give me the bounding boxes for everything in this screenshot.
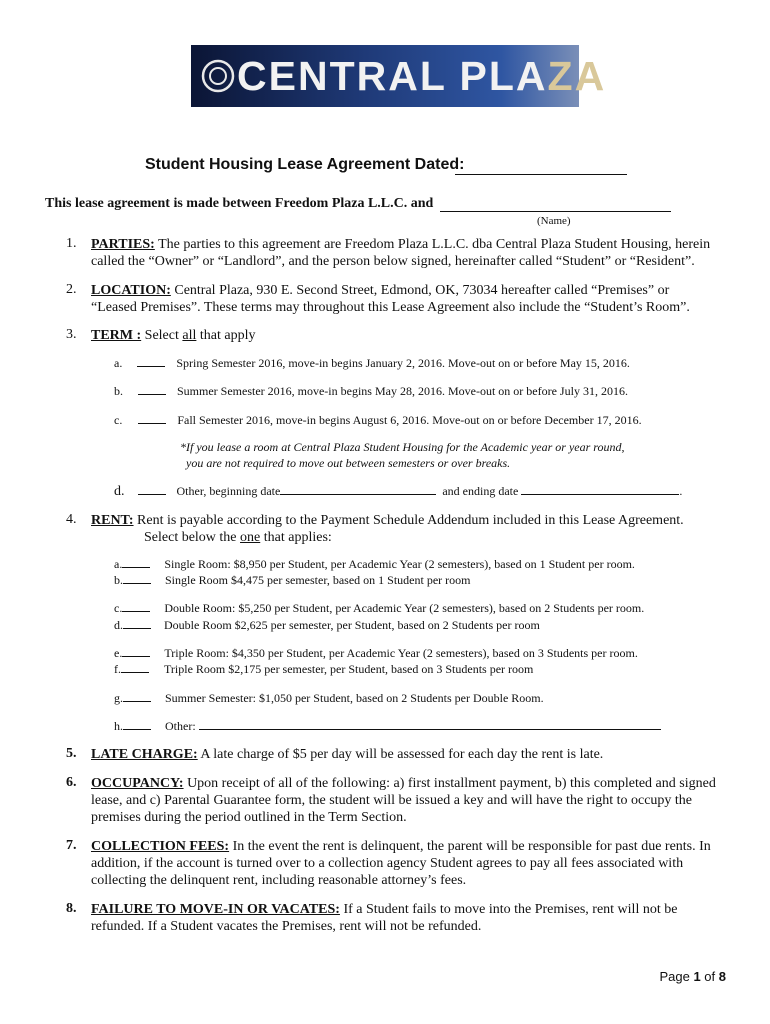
section-number: 1. <box>66 236 77 251</box>
name-label: (Name) <box>537 215 571 227</box>
rent-f-blank[interactable] <box>121 672 149 673</box>
date-blank[interactable] <box>455 174 627 175</box>
section-number: 7. <box>66 838 77 853</box>
late-charge-clause: LATE CHARGE: A late charge of $5 per day will be assessed for each day the rent is late. <box>91 747 604 762</box>
term-item-a: a. Spring Semester 2016, move-in begins January 2, 2016. Move-out on or before May 15, 2016. <box>114 356 630 370</box>
term-b-blank[interactable] <box>138 394 166 395</box>
rent-option-g: g. Summer Semester: $1,050 per Student, based on 2 Students per Double Room. <box>114 691 544 705</box>
term-item-d: d. Other, beginning date and ending date . <box>114 484 683 499</box>
rent-option-d: d. Double Room $2,625 per semester, per Student, based on 2 Students per room <box>114 618 540 632</box>
parties-heading: PARTIES: <box>91 237 155 252</box>
rent-option-c: c. Double Room: $5,250 per Student, per Academic Year (2 semesters), based on 2 Students per room. <box>114 601 645 615</box>
rent-d-blank[interactable] <box>123 628 151 629</box>
section-number: 8. <box>66 901 77 916</box>
document-title: Student Housing Lease Agreement Dated: <box>145 156 465 173</box>
rent-option-b: b. Single Room $4,475 per semester, based on 1 Student per room <box>114 573 471 587</box>
rent-b-blank[interactable] <box>123 583 151 584</box>
rent-g-blank[interactable] <box>123 701 151 702</box>
section-number: 5. <box>66 746 77 761</box>
failure-clause: FAILURE TO MOVE-IN OR VACATES: If a Student fails to move into the Premises, rent will not be refunded. If a Student vacates the Premises, rent will not be refunded. <box>91 902 678 934</box>
failure-heading: FAILURE TO MOVE-IN OR VACATES: <box>91 902 340 917</box>
section-number: 6. <box>66 775 77 790</box>
location-heading: LOCATION: <box>91 283 171 298</box>
ending-date-blank[interactable] <box>521 494 679 495</box>
rent-option-e: e. Triple Room: $4,350 per Student, per Academic Year (2 semesters), based on 3 Students per room. <box>114 646 638 660</box>
rent-option-h: h. Other: <box>114 719 661 734</box>
logo-text: CENTRAL PLAZA <box>237 53 607 99</box>
term-a-blank[interactable] <box>137 366 165 367</box>
rent-e-blank[interactable] <box>122 656 150 657</box>
intro-statement: This lease agreement is made between Freedom Plaza L.L.C. and <box>45 196 434 211</box>
cp-monogram-icon <box>201 55 235 97</box>
rent-h-blank[interactable] <box>123 729 151 730</box>
collection-fees-heading: COLLECTION FEES: <box>91 839 230 854</box>
section-number: 4. <box>66 512 77 527</box>
term-note-line-1: *If you lease a room at Central Plaza Student Housing for the Academic year or year round, <box>180 440 625 454</box>
term-heading: TERM : <box>91 328 142 343</box>
term-note-line-2: you are not required to move out between semesters or over breaks. <box>186 456 511 470</box>
rent-a-blank[interactable] <box>122 567 150 568</box>
rent-c-blank[interactable] <box>122 611 150 612</box>
section-number: 3. <box>66 327 77 342</box>
central-plaza-logo <box>191 45 607 107</box>
term-c-blank[interactable] <box>138 423 166 424</box>
beginning-date-blank[interactable] <box>280 494 436 495</box>
page-number: Page 1 of 8 <box>659 969 726 984</box>
term-item-c: c. Fall Semester 2016, move-in begins August 6, 2016. Move-out on or before December 17, 2016. <box>114 413 642 427</box>
late-charge-heading: LATE CHARGE: <box>91 747 198 762</box>
occupancy-heading: OCCUPANCY: <box>91 776 184 791</box>
location-clause: LOCATION: Central Plaza, 930 E. Second Street, Edmond, OK, 73034 hereafter called “Premises” or “Leased Premises”. These terms may throughout this Lease Agreement also include the “Student’s Room”. <box>91 283 690 315</box>
parties-clause: PARTIES: The parties to this agreement are Freedom Plaza L.L.C. dba Central Plaza Student Housing, herein called the “Owner” or “Landlord”, and the person below signed, hereinafter called “Student” or “Resident”. <box>91 237 711 269</box>
rent-option-f: f. Triple Room $2,175 per semester, per Student, based on 3 Students per room <box>114 662 534 676</box>
term-d-blank[interactable] <box>138 494 166 495</box>
rent-option-a: a. Single Room: $8,950 per Student, per Academic Year (2 semesters), based on 1 Student per room. <box>114 557 635 571</box>
term-heading-line: TERM : Select all that apply <box>91 328 256 343</box>
occupancy-clause: OCCUPANCY: Upon receipt of all of the following: a) first installment payment, b) this completed and signed lease, and c) Parental Guarantee form, the student will be issued a key and will have the right to occupy the premises during the period outlined in the Term Section. <box>91 776 716 825</box>
section-number: 2. <box>66 282 77 297</box>
collection-fees-clause: COLLECTION FEES: In the event the rent is delinquent, the parent will be responsible for past due rents. In addition, if the account is turned over to a collection agency Student agrees to pay all fees associated with collecting the delinquent rent, including reasonable attorney’s fees. <box>91 839 711 888</box>
name-blank[interactable] <box>440 211 671 212</box>
term-item-b: b. Summer Semester 2016, move-in begins May 28, 2016. Move-out on or before July 31, 2016. <box>114 384 628 398</box>
rent-other-blank[interactable] <box>199 729 661 730</box>
rent-heading: RENT: <box>91 513 134 528</box>
rent-clause: RENT: Rent is payable according to the Payment Schedule Addendum included in this Lease Agreement. Select below the one that applies: <box>91 513 684 545</box>
